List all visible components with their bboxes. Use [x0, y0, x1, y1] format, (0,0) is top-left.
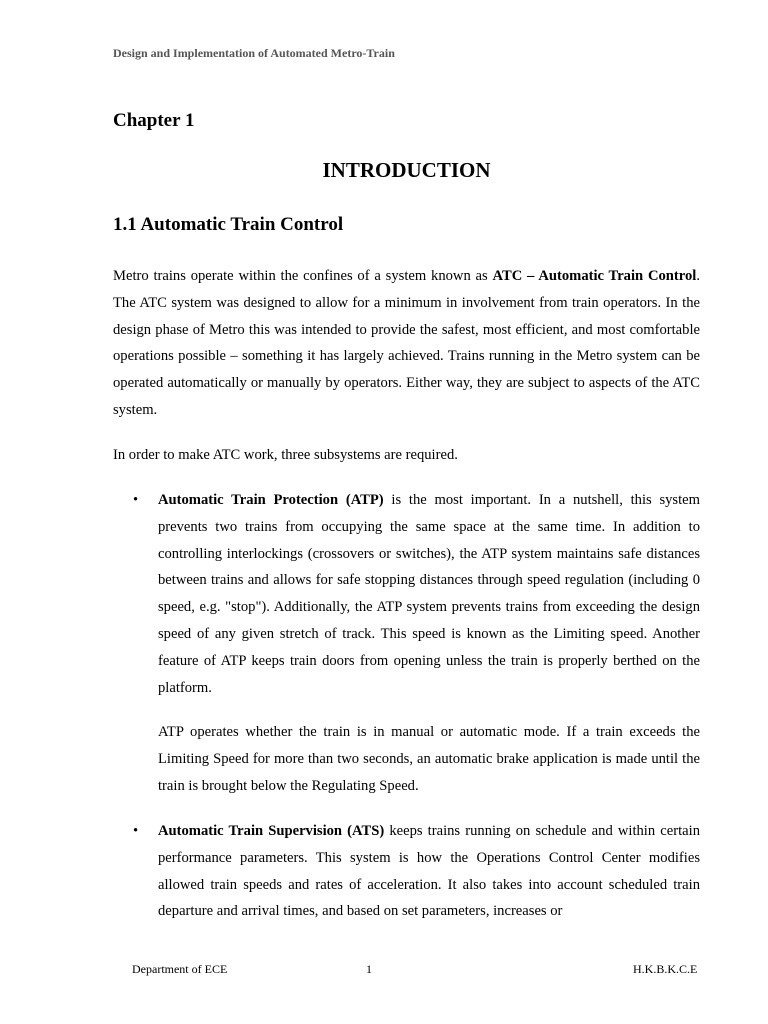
paragraph-atc-overview [113, 263, 700, 424]
running-header: Design and Implementation of Automated Metro-Train [113, 46, 395, 60]
atc-term: ATC – Automatic Train Control [492, 268, 697, 284]
atp-term: Automatic Train Protection (ATP) [158, 492, 384, 508]
paragraph-text: . The ATC system was designed to allow for a minimum in involvement from train operators. In the design phase of Metro this was intended to provide the safest, most efficient, and most comfortable operations possible – something it has largely achieved. Trains running in the Metro system can be operated automatically or manually by operators. Either way, they are subject to aspects of the ATC system. [113, 268, 700, 418]
chapter-title: INTRODUCTION [322, 158, 491, 182]
bullet-ats [158, 818, 700, 925]
bullet-marker: • [133, 492, 139, 508]
footer-department: Department of ECE [132, 962, 228, 976]
section-heading: 1.1 Automatic Train Control [113, 214, 344, 235]
bullet-text: is the most important. In a nutshell, this system prevents two trains from occupying the same space at the same time. In addition to controlling interlockings (crossovers or switches), the ATP system maintains safe distances between trains and allows for safe stopping distances through speed regulation (including 0 speed, e.g. "stop"). Additionally, the ATP system prevents trains from exceeding the design speed of any given stretch of track. This speed is known as the Limiting speed. Another feature of ATP keeps train doors from opening unless the train is properly berthed on the platform. [158, 492, 700, 696]
page-number: 1 [366, 962, 372, 976]
chapter-label: Chapter 1 [113, 110, 195, 131]
ats-term: Automatic Train Supervision (ATS) [158, 823, 385, 839]
bullet-atp [158, 487, 700, 701]
bullet-atp-followup: ATP operates whether the train is in manual or automatic mode. If a train exceeds the Limiting Speed for more than two seconds, an automatic brake application is made until the train is brought below the Regulating Speed. [158, 724, 700, 794]
footer-college: H.K.B.K.C.E [633, 962, 698, 976]
paragraph-text: Metro trains operate within the confines of a system known as [113, 268, 493, 284]
bullet-marker: • [133, 823, 139, 839]
paragraph-subsystems: In order to make ATC work, three subsystems are required. [113, 447, 458, 463]
bullet-text: keeps trains running on schedule and within certain performance parameters. This system is how the Operations Control Center modifies allowed train speeds and rates of acceleration. It also takes into account scheduled train departure and arrival times, and based on set parameters, increases or [158, 823, 700, 920]
